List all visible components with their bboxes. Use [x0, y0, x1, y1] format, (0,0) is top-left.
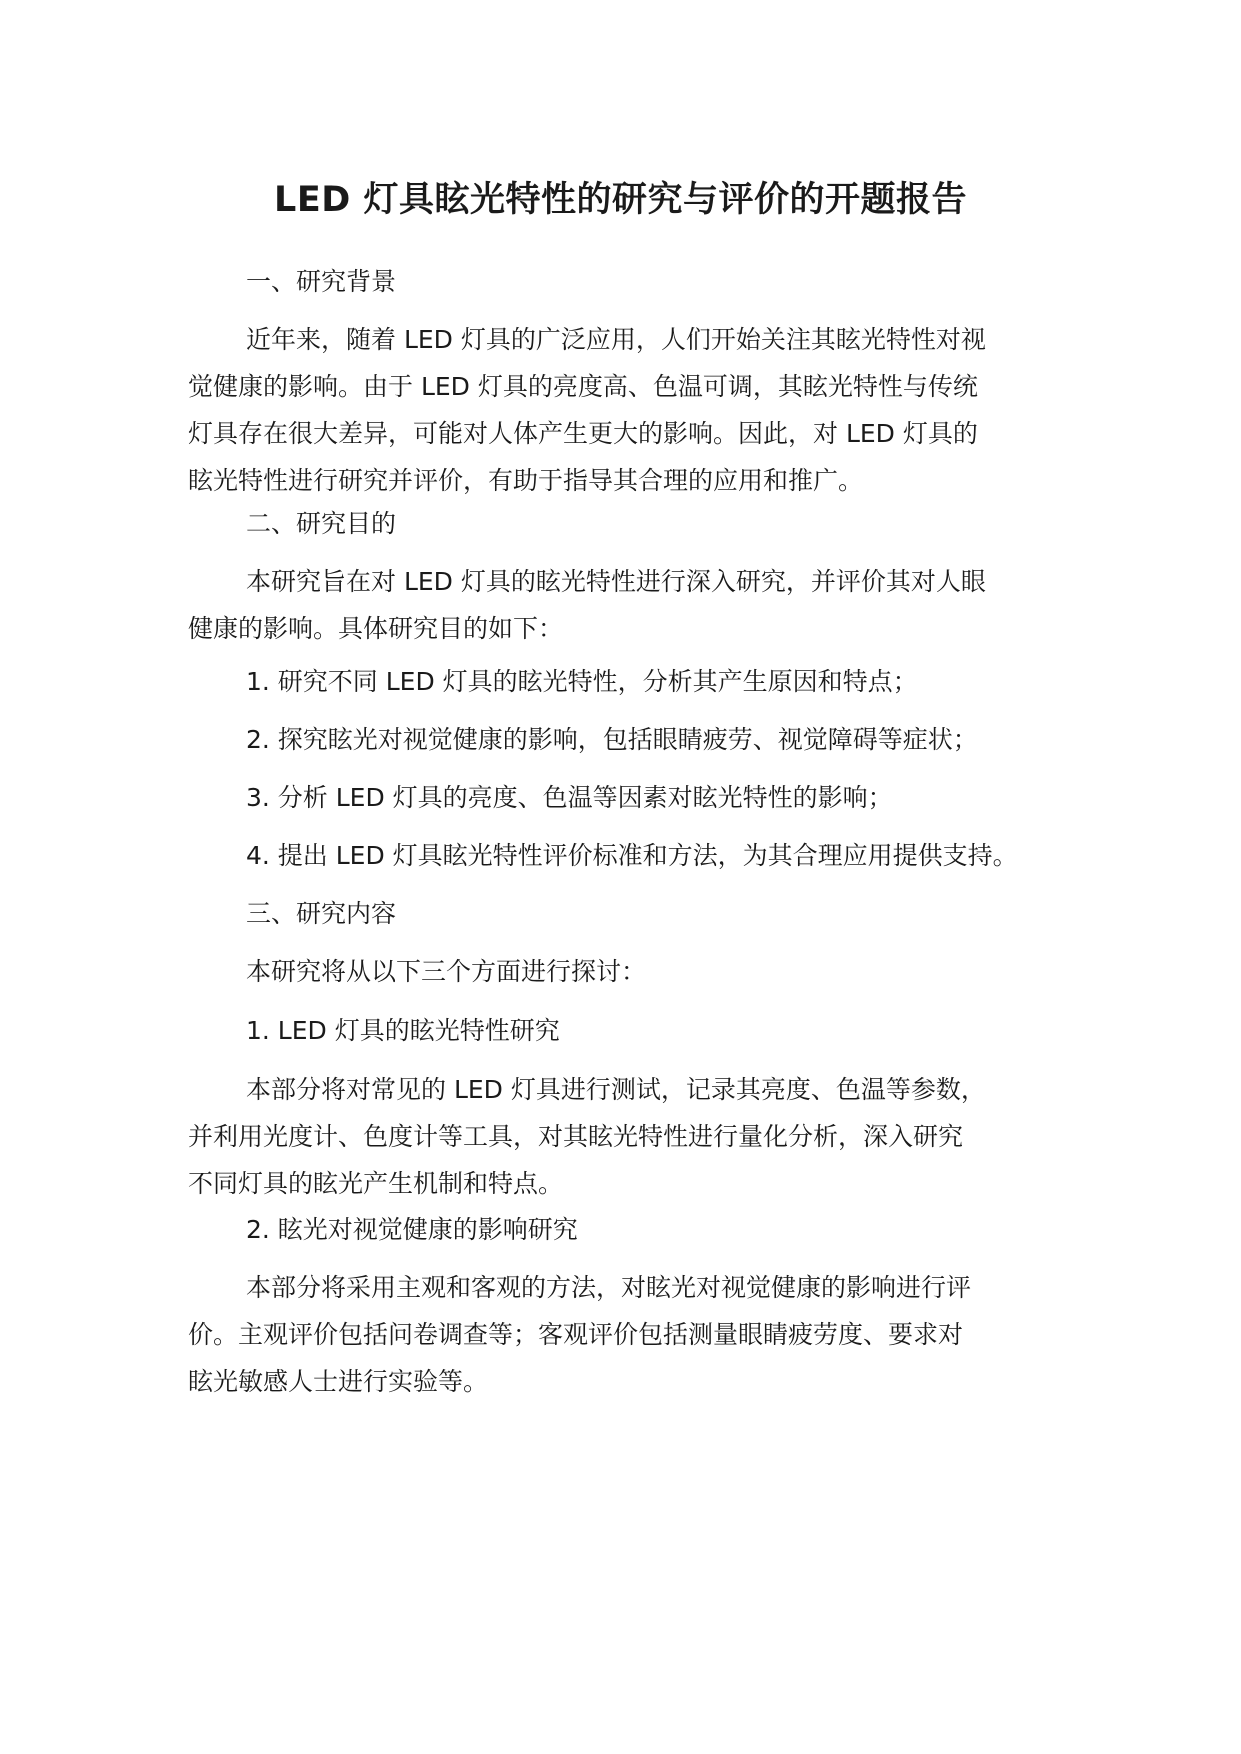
paragraph-line: 近年来，随着 LED 灯具的广泛应用，人们开始关注其眩光特性对视: [246, 325, 986, 354]
purpose-list-item: 4. 提出 LED 灯具眩光特性评价标准和方法，为其合理应用提供支持。: [246, 841, 1018, 870]
sub2-paragraph: [188, 1264, 1068, 1405]
paragraph-line: 本部分将采用主观和客观的方法，对眩光对视觉健康的影响进行评: [246, 1273, 972, 1302]
paragraph-line: 本部分将对常见的 LED 灯具进行测试，记录其亮度、色温等参数，: [246, 1075, 986, 1104]
paragraph-line: 并利用光度计、色度计等工具，对其眩光特性进行量化分析，深入研究: [188, 1122, 964, 1151]
purpose-paragraph: [188, 558, 1068, 652]
section-heading-purpose: 二、研究目的: [246, 509, 397, 538]
paragraph-line: 健康的影响。具体研究目的如下：: [188, 614, 564, 643]
background-paragraph: [188, 316, 1068, 504]
document-title: LED 灯具眩光特性的研究与评价的开题报告: [274, 180, 967, 220]
paragraph-line: 价。主观评价包括问卷调查等；客观评价包括测量眼睛疲劳度、要求对: [188, 1320, 964, 1349]
sub1-paragraph: [188, 1066, 1068, 1207]
paragraph-line: 灯具存在很大差异，可能对人体产生更大的影响。因此，对 LED 灯具的: [188, 419, 978, 448]
purpose-list-item: 2. 探究眩光对视觉健康的影响，包括眼睛疲劳、视觉障碍等症状；: [246, 725, 978, 754]
paragraph-line: 眩光敏感人士进行实验等。: [188, 1367, 489, 1396]
paragraph-line: 眩光特性进行研究并评价，有助于指导其合理的应用和推广。: [188, 466, 864, 495]
section-heading-content: 三、研究内容: [246, 899, 397, 928]
content-intro: 本研究将从以下三个方面进行探讨：: [246, 957, 647, 986]
paragraph-line: 不同灯具的眩光产生机制和特点。: [188, 1169, 564, 1198]
purpose-list-item: 1. 研究不同 LED 灯具的眩光特性，分析其产生原因和特点；: [246, 667, 918, 696]
paragraph-line: 觉健康的影响。由于 LED 灯具的亮度高、色温可调，其眩光特性与传统: [188, 372, 978, 401]
subsection-heading-visual-health: 2. 眩光对视觉健康的影响研究: [246, 1215, 578, 1244]
purpose-list-item: 3. 分析 LED 灯具的亮度、色温等因素对眩光特性的影响；: [246, 783, 893, 812]
section-heading-background: 一、研究背景: [246, 267, 397, 296]
subsection-heading-glare-characteristics: 1. LED 灯具的眩光特性研究: [246, 1016, 560, 1045]
paragraph-line: 本研究旨在对 LED 灯具的眩光特性进行深入研究，并评价其对人眼: [246, 567, 986, 596]
